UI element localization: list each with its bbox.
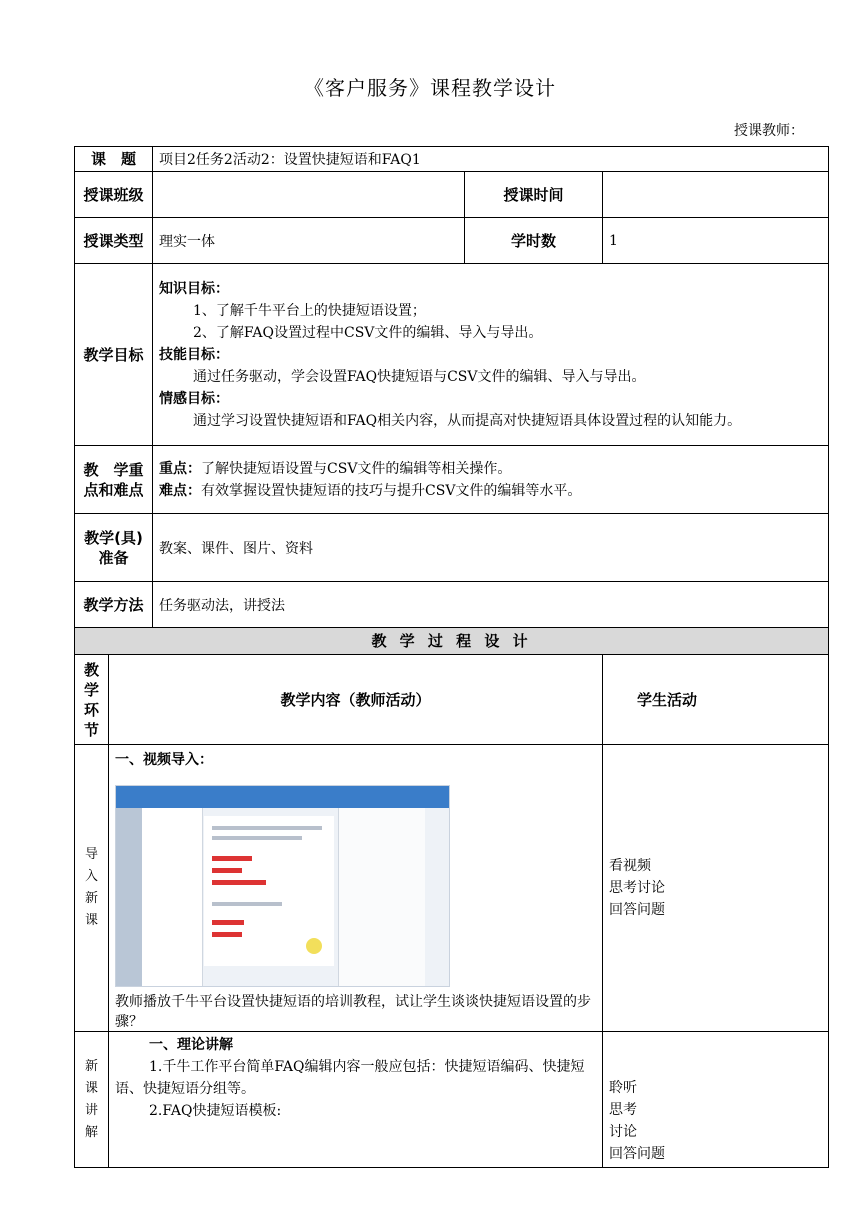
type-label: 授课类型 — [75, 218, 153, 264]
emotion-item-1: 通过学习设置快捷短语和FAQ相关内容，从而提高对快捷短语具体设置过程的认知能力。 — [193, 412, 742, 429]
key-text: 了解快捷短语设置与CSV文件的编辑等相关操作。 — [201, 460, 512, 477]
knowledge-item-2: 2、了解FAQ设置过程中CSV文件的编辑、导入与导出。 — [193, 324, 543, 341]
topic-row — [75, 147, 829, 172]
prep-row — [75, 514, 829, 582]
class-row — [75, 172, 829, 218]
video-caption: 教师播放千牛平台设置快捷短语的培训教程，试让学生谈谈快捷短语设置的步骤？ — [115, 994, 591, 1030]
stage-intro-content — [109, 745, 603, 1032]
lesson-plan-table — [74, 146, 829, 1168]
key-point — [159, 458, 822, 480]
theory-item-1: 1.千牛工作平台简单FAQ编辑内容一般应包括：快捷短语编码、快捷短语、快捷短语分组等。 — [115, 1059, 585, 1097]
document-title: 《客户服务》课程教学设计 — [304, 76, 556, 100]
type-value: 理实一体 — [153, 218, 465, 264]
student-activity-answer: 回答问题 — [609, 1146, 666, 1162]
theory-item-2: 2.FAQ快捷短语模板: — [149, 1103, 282, 1119]
process-columns-row — [75, 655, 829, 745]
topic-value: 项目2任务2活动2：设置快捷短语和FAQ1 — [153, 147, 829, 172]
student-column-header: 学生活动 — [603, 655, 829, 745]
hours-label: 学时数 — [465, 218, 603, 264]
content-column-header: 教学内容（教师活动） — [109, 655, 603, 745]
keypoints-content — [153, 446, 829, 514]
class-value — [153, 172, 465, 218]
objectives-content — [153, 264, 829, 446]
student-activity-3: 回答问题 — [609, 902, 666, 918]
class-label: 授课班级 — [75, 172, 153, 218]
stage-intro-row — [75, 745, 829, 1032]
skill-title: 技能目标： — [159, 346, 230, 363]
student-activity-listen: 聆听 — [609, 1080, 638, 1096]
stage-column-header: 教学环节 — [75, 655, 109, 745]
hard-text: 有效掌握设置快捷短语的技巧与提升CSV文件的编辑等水平。 — [201, 482, 582, 499]
hard-point — [159, 480, 822, 502]
hard-title: 难点： — [159, 482, 202, 499]
student-activity-1: 看视频 — [609, 858, 652, 874]
stage-lecture-student — [603, 1032, 829, 1168]
type-row — [75, 218, 829, 264]
method-value: 任务驱动法，讲授法 — [153, 582, 829, 628]
video-screenshot-image — [115, 785, 450, 987]
key-title: 重点： — [159, 460, 202, 477]
objectives-row — [75, 264, 829, 446]
knowledge-title: 知识目标： — [159, 280, 230, 297]
prep-value: 教案、课件、图片、资料 — [153, 514, 829, 582]
objectives-label: 教学目标 — [75, 264, 153, 446]
teacher-label: 授课教师： — [734, 123, 804, 139]
method-label: 教学方法 — [75, 582, 153, 628]
process-header-row — [75, 628, 829, 655]
time-label: 授课时间 — [465, 172, 603, 218]
stage-lecture-content — [109, 1032, 603, 1168]
process-header: 教 学 过 程 设 计 — [75, 628, 829, 655]
keypoints-label: 教 学重点和难点 — [75, 446, 153, 514]
student-activity-2: 思考讨论 — [609, 880, 666, 896]
stage-intro-label: 导入新课 — [75, 745, 109, 1032]
stage-lecture-row — [75, 1032, 829, 1168]
student-activity-discuss: 讨论 — [609, 1124, 638, 1140]
keypoints-row — [75, 446, 829, 514]
skill-item-1: 通过任务驱动，学会设置FAQ快捷短语与CSV文件的编辑、导入与导出。 — [193, 368, 646, 385]
student-activity-think: 思考 — [609, 1102, 638, 1118]
stage-intro-student — [603, 745, 829, 1032]
emotion-title: 情感目标： — [159, 390, 230, 407]
prep-label: 教学(具)准备 — [75, 514, 153, 582]
time-value — [603, 172, 829, 218]
topic-label: 课 题 — [75, 147, 153, 172]
video-section-title: 一、视频导入： — [115, 752, 213, 768]
theory-section-title: 一、理论讲解 — [149, 1037, 233, 1053]
knowledge-item-1: 1、了解千牛平台上的快捷短语设置； — [193, 302, 426, 319]
hours-value: 1 — [603, 218, 829, 264]
method-row — [75, 582, 829, 628]
stage-lecture-label: 新课讲解 — [75, 1032, 109, 1168]
